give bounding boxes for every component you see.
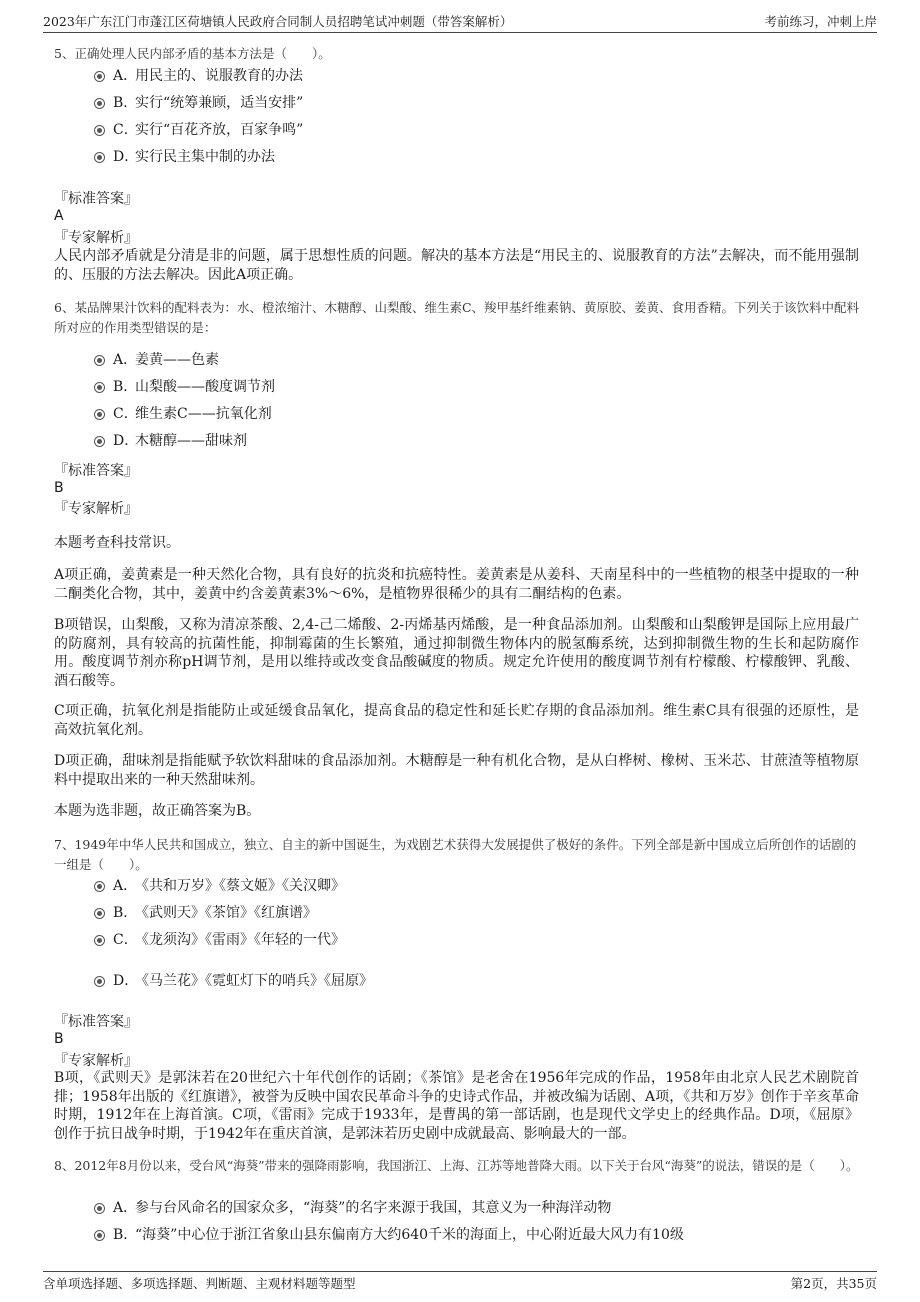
page-footer	[43, 1271, 877, 1296]
question-6-stem: 6、某品牌果汁饮料的配料表为：水、橙浓缩汁、木糖醇、山梨酸、维生素C、羧甲基纤维素钠、黄原胶、姜黄、食用香精。下列关于该饮料中配料所对应的作用类型错误的是：	[54, 300, 860, 335]
q6-analysis-a: A项正确，姜黄素是一种天然化合物，具有良好的抗炎和抗癌特性。姜黄素是从姜科、天南星科中的一些植物的根茎中提取的一种二酮类化合物，其中，姜黄中约含姜黄素3%～6%，是植物界很稀少的具有二酮结构的色素。	[54, 567, 859, 602]
q7-expert-label: 『专家解析』	[54, 1053, 138, 1069]
q6-option-b[interactable]: B．山梨酸——酸度调节剂	[94, 377, 275, 397]
radio-icon[interactable]	[94, 436, 105, 447]
q7-answer: B	[54, 1031, 64, 1047]
q6-option-d[interactable]: D．木糖醇——甜味剂	[94, 431, 247, 451]
q8-option-b[interactable]: B．“海葵”中心位于浙江省象山县东偏南方大约640千米的海面上，中心附近最大风力有10级	[94, 1225, 684, 1245]
header-title: 2023年广东江门市蓬江区荷塘镇人民政府合同制人员招聘笔试冲刺题（带答案解析）	[43, 14, 513, 29]
q6-analysis-intro: 本题考查科技常识。	[54, 535, 180, 551]
q7-option-a[interactable]: A．《共和万岁》《蔡文姬》《关汉卿》	[94, 876, 345, 896]
radio-icon[interactable]	[94, 935, 105, 946]
q8-option-a[interactable]: A．参与台风命名的国家众多，“海葵”的名字来源于我国，其意义为一种海洋动物	[94, 1198, 611, 1218]
question-5-stem: 5、正确处理人民内部矛盾的基本方法是（ ）。	[54, 46, 331, 61]
q5-answer-label: 『标准答案』	[54, 191, 138, 207]
q5-answer: A	[54, 208, 64, 224]
q6-answer: B	[54, 480, 64, 496]
q6-analysis-b: B项错误，山梨酸，又称为清凉茶酸、2,4-己二烯酸、2-丙烯基丙烯酸，是一种食品添加剂。山梨酸和山梨酸钾是国际上应用最广的防腐剂，具有较高的抗菌性能，抑制霉菌的生长繁殖，通过抑制微生物体内的脱氢酶系统，达到抑制微生物的生长和起防腐作用。酸度调节剂亦称pH调节剂，是用以维持或改变食品酸碱度的物质。规定允许使用的酸度调节剂有柠檬酸、柠檬酸钾、乳酸、酒石酸等。	[54, 617, 859, 689]
radio-icon[interactable]	[94, 1230, 105, 1241]
q7-option-b[interactable]: B．《武则天》《茶馆》《红旗谱》	[94, 903, 317, 923]
q5-analysis: 人民内部矛盾就是分清是非的问题，属于思想性质的问题。解决的基本方法是“用民主的、说服教育的方法”去解决，而不能用强制的、压服的方法去解决。因此A项正确。	[54, 248, 859, 283]
q7-analysis: B项，《武则天》是郭沫若在20世纪六十年代创作的话剧；《茶馆》是老舍在1956年完成的作品，1958年由北京人民艺术剧院首排；1958年出版的《红旗谱》，被誉为反映中国农民革命斗争的史诗式作品，并被改编为话剧、A项，《共和万岁》创作于辛亥革命时期，1912年在上海首演。C项，《雷雨》完成于1933年，是曹禺的第一部话剧，也是现代文学史上的经典作品。D项，《屈原》创作于抗日战争时期，于1942年在重庆首演，是郭沫若历史剧中成就最高、影响最大的一部。	[54, 1070, 859, 1142]
q6-analysis-conclusion: 本题为选非题，故正确答案为B。	[54, 803, 261, 819]
radio-icon[interactable]	[94, 1203, 105, 1214]
radio-icon[interactable]	[94, 881, 105, 892]
q5-option-d[interactable]: D．实行民主集中制的办法	[94, 147, 275, 167]
q7-answer-label: 『标准答案』	[54, 1014, 138, 1030]
q5-expert-label: 『专家解析』	[54, 230, 138, 246]
q6-analysis-d: D项正确，甜味剂是指能赋予软饮料甜味的食品添加剂。木糖醇是一种有机化合物，是从白桦树、橡树、玉米芯、甘蔗渣等植物原料中提取出来的一种天然甜味剂。	[54, 753, 859, 788]
q6-analysis-c: C项正确，抗氧化剂是指能防止或延缓食品氧化，提高食品的稳定性和延长贮存期的食品添加剂。维生素C具有很强的还原性，是高效抗氧化剂。	[54, 703, 859, 738]
question-7-stem: 7、1949年中华人民共和国成立，独立、自主的新中国诞生，为戏剧艺术获得大发展提供了极好的条件。下列全部是新中国成立后所创作的话剧的一组是（ ）。	[54, 837, 857, 872]
radio-icon[interactable]	[94, 71, 105, 82]
question-8-stem: 8、2012年8月份以来，受台风“海葵”带来的强降雨影响，我国浙江、上海、江苏等地普降大雨。以下关于台风“海葵”的说法，错误的是（ ）。	[54, 1158, 859, 1173]
q6-option-a[interactable]: A．姜黄——色素	[94, 350, 219, 370]
q6-option-c[interactable]: C．维生素C——抗氧化剂	[94, 404, 272, 424]
q7-option-c[interactable]: C．《龙须沟》《雷雨》《年轻的一代》	[94, 930, 345, 950]
page-header	[43, 10, 877, 33]
radio-icon[interactable]	[94, 908, 105, 919]
q5-option-a[interactable]: A．用民主的、说服教育的办法	[94, 66, 303, 86]
q5-option-b[interactable]: B．实行“统筹兼顾，适当安排”	[94, 93, 303, 113]
q5-option-c[interactable]: C．实行“百花齐放，百家争鸣”	[94, 120, 303, 140]
radio-icon[interactable]	[94, 382, 105, 393]
radio-icon[interactable]	[94, 355, 105, 366]
q7-option-d[interactable]: D．《马兰花》《霓虹灯下的哨兵》《屈原》	[94, 971, 373, 991]
radio-icon[interactable]	[94, 409, 105, 420]
q6-expert-label: 『专家解析』	[54, 501, 138, 517]
footer-note: 含单项选择题、多项选择题、判断题、主观材料题等题型	[43, 1276, 356, 1291]
radio-icon[interactable]	[94, 125, 105, 136]
header-slogan: 考前练习，冲刺上岸	[764, 14, 877, 29]
q6-answer-label: 『标准答案』	[54, 463, 138, 479]
radio-icon[interactable]	[94, 152, 105, 163]
page-number: 第2页，共35页	[790, 1276, 877, 1291]
radio-icon[interactable]	[94, 976, 105, 987]
radio-icon[interactable]	[94, 98, 105, 109]
